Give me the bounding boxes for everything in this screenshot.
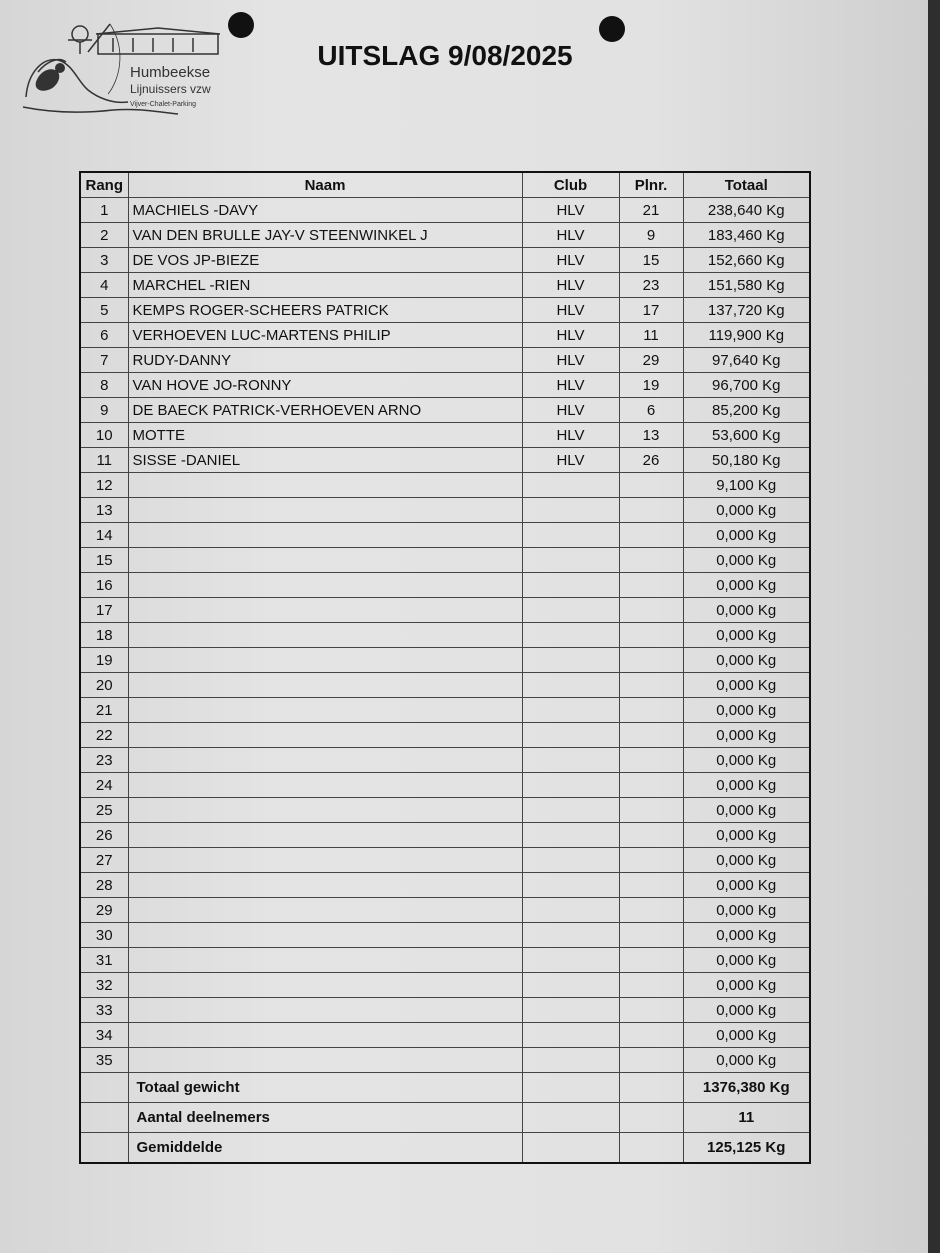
cell-totaal: 0,000 Kg [683,848,810,873]
cell-club [522,598,619,623]
cell-plnr: 19 [619,373,683,398]
cell-totaal: 97,640 Kg [683,348,810,373]
table-row [80,298,810,323]
cell-rang: 15 [80,548,128,573]
cell-totaal: 0,000 Kg [683,623,810,648]
cell-plnr [619,473,683,498]
cell-rang: 2 [80,223,128,248]
cell-plnr [619,523,683,548]
cell-plnr [619,648,683,673]
table-row [80,598,810,623]
cell-club [522,948,619,973]
punch-hole [599,16,625,42]
cell-totaal: 0,000 Kg [683,498,810,523]
summary-empty-cell [619,1133,683,1164]
cell-plnr [619,1048,683,1073]
cell-totaal: 151,580 Kg [683,273,810,298]
cell-club: HLV [522,348,619,373]
cell-totaal: 9,100 Kg [683,473,810,498]
cell-club: HLV [522,323,619,348]
summary-empty-cell [619,1073,683,1103]
cell-club [522,573,619,598]
table-row [80,898,810,923]
cell-naam [128,873,522,898]
cell-totaal: 0,000 Kg [683,948,810,973]
cell-totaal: 50,180 Kg [683,448,810,473]
table-row [80,698,810,723]
cell-plnr [619,498,683,523]
summary-empty-cell [80,1133,128,1164]
cell-naam [128,498,522,523]
cell-club [522,873,619,898]
cell-totaal: 0,000 Kg [683,598,810,623]
cell-club [522,698,619,723]
background-edge [928,0,940,1253]
table-row [80,273,810,298]
cell-naam: MOTTE [128,423,522,448]
header-naam: Naam [128,172,522,198]
cell-naam [128,773,522,798]
cell-rang: 12 [80,473,128,498]
cell-plnr [619,973,683,998]
cell-club [522,1048,619,1073]
cell-naam: RUDY-DANNY [128,348,522,373]
cell-rang: 6 [80,323,128,348]
cell-rang: 30 [80,923,128,948]
cell-totaal: 119,900 Kg [683,323,810,348]
cell-rang: 26 [80,823,128,848]
header-club: Club [522,172,619,198]
cell-naam: VERHOEVEN LUC-MARTENS PHILIP [128,323,522,348]
summary-label: Gemiddelde [128,1133,522,1164]
summary-value: 1376,380 Kg [683,1073,810,1103]
cell-totaal: 0,000 Kg [683,723,810,748]
table-row [80,348,810,373]
cell-club: HLV [522,423,619,448]
summary-empty-cell [522,1133,619,1164]
cell-club [522,1023,619,1048]
table-row [80,998,810,1023]
table-row [80,498,810,523]
results-table [79,171,811,1164]
cell-plnr: 17 [619,298,683,323]
table-row [80,623,810,648]
cell-club [522,498,619,523]
cell-club [522,723,619,748]
table-row [80,873,810,898]
cell-naam [128,948,522,973]
cell-totaal: 0,000 Kg [683,998,810,1023]
cell-totaal: 152,660 Kg [683,248,810,273]
cell-club [522,623,619,648]
cell-totaal: 0,000 Kg [683,698,810,723]
cell-naam: MACHIELS -DAVY [128,198,522,223]
page-title: UITSLAG 9/08/2025 [317,40,573,71]
cell-naam [128,898,522,923]
cell-naam [128,748,522,773]
cell-totaal: 238,640 Kg [683,198,810,223]
table-row [80,548,810,573]
cell-naam [128,1023,522,1048]
table-row [80,748,810,773]
cell-naam: VAN DEN BRULLE JAY-V STEENWINKEL J [128,223,522,248]
cell-rang: 16 [80,573,128,598]
cell-totaal: 53,600 Kg [683,423,810,448]
cell-rang: 18 [80,623,128,648]
table-row [80,773,810,798]
table-row [80,248,810,273]
table-row [80,423,810,448]
cell-club [522,473,619,498]
cell-rang: 33 [80,998,128,1023]
header-rang: Rang [80,172,128,198]
cell-plnr: 11 [619,323,683,348]
cell-rang: 8 [80,373,128,398]
cell-totaal: 0,000 Kg [683,923,810,948]
cell-rang: 31 [80,948,128,973]
cell-naam [128,648,522,673]
header-plnr: Plnr. [619,172,683,198]
cell-rang: 4 [80,273,128,298]
table-header-row [80,172,810,198]
cell-plnr [619,898,683,923]
cell-naam: VAN HOVE JO-RONNY [128,373,522,398]
cell-club: HLV [522,273,619,298]
cell-plnr [619,998,683,1023]
table-row [80,973,810,998]
cell-club: HLV [522,448,619,473]
cell-naam [128,548,522,573]
cell-rang: 25 [80,798,128,823]
summary-row [80,1133,810,1164]
cell-naam [128,848,522,873]
cell-rang: 9 [80,398,128,423]
cell-totaal: 96,700 Kg [683,373,810,398]
logo-club-name-line2: Lijnuissers vzw [130,82,211,96]
cell-totaal: 0,000 Kg [683,1048,810,1073]
table-row [80,1048,810,1073]
cell-naam: DE BAECK PATRICK-VERHOEVEN ARNO [128,398,522,423]
cell-club: HLV [522,373,619,398]
cell-rang: 27 [80,848,128,873]
cell-totaal: 0,000 Kg [683,648,810,673]
cell-club [522,998,619,1023]
cell-plnr [619,923,683,948]
cell-naam [128,998,522,1023]
cell-naam [128,973,522,998]
cell-plnr [619,748,683,773]
table-row [80,448,810,473]
summary-row [80,1103,810,1133]
cell-rang: 21 [80,698,128,723]
header-totaal: Totaal [683,172,810,198]
cell-naam [128,1048,522,1073]
table-row [80,948,810,973]
table-row [80,223,810,248]
cell-plnr: 9 [619,223,683,248]
cell-totaal: 0,000 Kg [683,748,810,773]
cell-totaal: 0,000 Kg [683,1023,810,1048]
cell-club [522,773,619,798]
cell-rang: 35 [80,1048,128,1073]
cell-rang: 11 [80,448,128,473]
cell-rang: 23 [80,748,128,773]
cell-rang: 10 [80,423,128,448]
cell-rang: 1 [80,198,128,223]
cell-rang: 14 [80,523,128,548]
cell-club [522,898,619,923]
cell-rang: 7 [80,348,128,373]
cell-naam [128,798,522,823]
table-row [80,673,810,698]
summary-empty-cell [522,1073,619,1103]
table-row [80,1023,810,1048]
summary-empty-cell [80,1103,128,1133]
cell-totaal: 0,000 Kg [683,873,810,898]
cell-totaal: 0,000 Kg [683,973,810,998]
cell-club: HLV [522,248,619,273]
cell-plnr: 29 [619,348,683,373]
cell-club [522,798,619,823]
table-row [80,398,810,423]
logo-club-name: Humbeekse [130,64,211,81]
cell-plnr: 13 [619,423,683,448]
cell-naam: DE VOS JP-BIEZE [128,248,522,273]
cell-club: HLV [522,398,619,423]
cell-plnr [619,823,683,848]
cell-totaal: 0,000 Kg [683,773,810,798]
cell-naam [128,623,522,648]
summary-label: Aantal deelnemers [128,1103,522,1133]
summary-row [80,1073,810,1103]
summary-value: 11 [683,1103,810,1133]
cell-club [522,823,619,848]
cell-rang: 19 [80,648,128,673]
table-row [80,923,810,948]
cell-naam: SISSE -DANIEL [128,448,522,473]
table-row [80,198,810,223]
cell-naam [128,923,522,948]
cell-naam [128,473,522,498]
cell-rang: 3 [80,248,128,273]
cell-club: HLV [522,298,619,323]
cell-naam [128,723,522,748]
cell-club [522,848,619,873]
cell-club [522,748,619,773]
table-row [80,373,810,398]
cell-club [522,523,619,548]
table-row [80,798,810,823]
cell-plnr [619,798,683,823]
cell-plnr [619,698,683,723]
summary-empty-cell [80,1073,128,1103]
table-row [80,323,810,348]
cell-plnr [619,548,683,573]
cell-plnr [619,1023,683,1048]
cell-plnr [619,773,683,798]
club-logo [18,12,233,127]
cell-plnr: 23 [619,273,683,298]
cell-rang: 20 [80,673,128,698]
cell-naam [128,823,522,848]
cell-rang: 34 [80,1023,128,1048]
cell-rang: 5 [80,298,128,323]
table-row [80,823,810,848]
cell-rang: 32 [80,973,128,998]
cell-plnr [619,948,683,973]
cell-plnr [619,673,683,698]
cell-totaal: 137,720 Kg [683,298,810,323]
cell-naam [128,598,522,623]
cell-naam: KEMPS ROGER-SCHEERS PATRICK [128,298,522,323]
cell-plnr [619,598,683,623]
cell-plnr [619,573,683,598]
cell-rang: 13 [80,498,128,523]
cell-naam [128,698,522,723]
cell-totaal: 0,000 Kg [683,798,810,823]
cell-plnr: 26 [619,448,683,473]
cell-plnr: 21 [619,198,683,223]
cell-rang: 28 [80,873,128,898]
summary-label: Totaal gewicht [128,1073,522,1103]
cell-totaal: 183,460 Kg [683,223,810,248]
table-row [80,523,810,548]
cell-club [522,648,619,673]
cell-totaal: 0,000 Kg [683,548,810,573]
cell-totaal: 85,200 Kg [683,398,810,423]
cell-club [522,923,619,948]
logo-subtitle: Vijver-Chalet-Parking [130,101,197,108]
cell-plnr [619,623,683,648]
cell-totaal: 0,000 Kg [683,898,810,923]
table-row [80,848,810,873]
cell-club [522,673,619,698]
cell-club: HLV [522,223,619,248]
cell-club [522,973,619,998]
summary-value: 125,125 Kg [683,1133,810,1164]
cell-totaal: 0,000 Kg [683,523,810,548]
cell-plnr: 6 [619,398,683,423]
cell-rang: 29 [80,898,128,923]
table-row [80,723,810,748]
summary-empty-cell [619,1103,683,1133]
cell-totaal: 0,000 Kg [683,573,810,598]
cell-plnr [619,723,683,748]
cell-naam [128,523,522,548]
cell-plnr: 15 [619,248,683,273]
cell-rang: 22 [80,723,128,748]
cell-naam: MARCHEL -RIEN [128,273,522,298]
table-row [80,573,810,598]
cell-rang: 24 [80,773,128,798]
cell-naam [128,673,522,698]
cell-club [522,548,619,573]
summary-empty-cell [522,1103,619,1133]
table-row [80,648,810,673]
cell-plnr [619,873,683,898]
cell-totaal: 0,000 Kg [683,673,810,698]
table-row [80,473,810,498]
cell-club: HLV [522,198,619,223]
cell-plnr [619,848,683,873]
cell-naam [128,573,522,598]
cell-rang: 17 [80,598,128,623]
cell-totaal: 0,000 Kg [683,823,810,848]
